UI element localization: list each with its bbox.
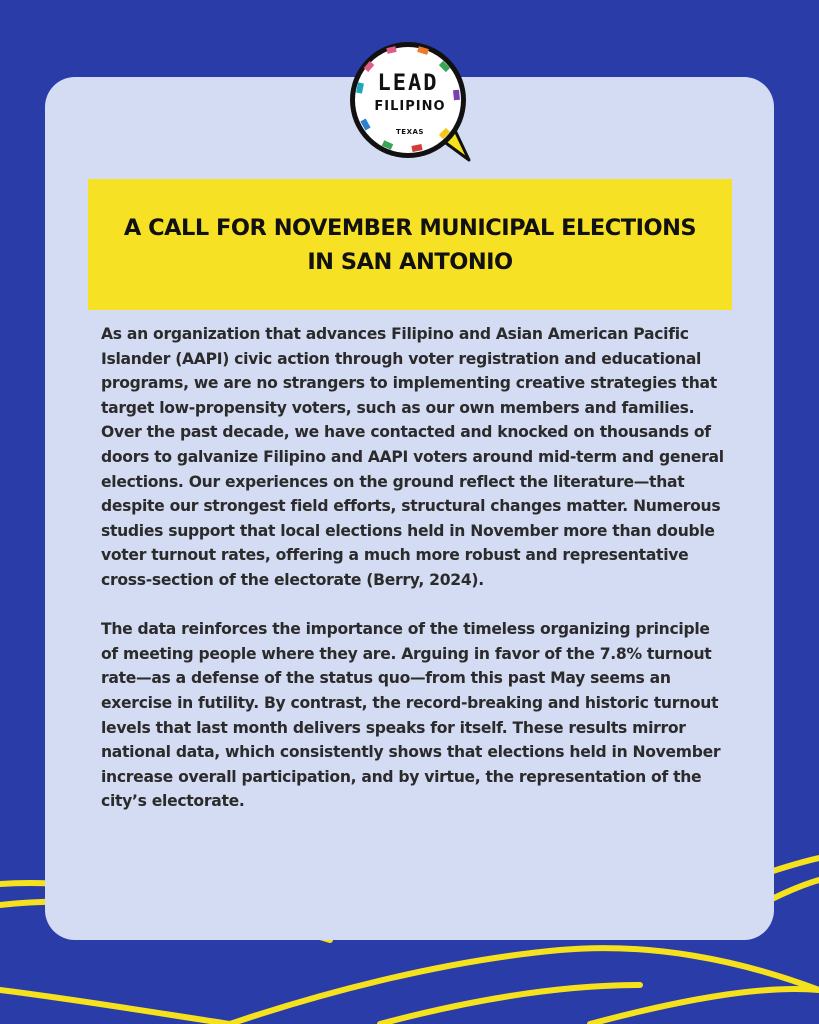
logo-text-lead: LEAD [377, 71, 439, 96]
paragraph-1: As an organization that advances Filipino and Asian American Pacific Islander (AAPI) civic action through voter registration and educational programs, we are no strangers to implementing creative strategies that target low-propensity voters, such as our own members and families. Over the past decade, we have contacted and knocked on thousands of doors to galvanize Filipino and AAPI voters around mid-term and general elections. Our experiences on the ground reflect the literature—that despite our strongest field efforts, structural changes matter. Numerous studies support that local elections held in November more than double voter turnout rates, offering a much more robust and representative cross-section of the electorate (Berry, 2024). [101, 325, 724, 589]
headline-banner [88, 179, 732, 310]
lead-filipino-logo [344, 38, 476, 166]
page-title: A CALL FOR NOVEMBER MUNICIPAL ELECTIONS IN SAN ANTONIO [123, 214, 697, 275]
logo-text-filipino: FILIPINO [374, 99, 446, 114]
article-body [101, 322, 731, 814]
logo-text-texas: TEXAS [396, 128, 424, 136]
paragraph-2: The data reinforces the importance of the timeless organizing principle of meeting people where they are. Arguing in favor of the 7.8% turnout rate—as a defense of the status quo—from this past May seems an exercise in futility. By contrast, the record-breaking and historic turnout levels that last month delivers speaks for itself. These results mirror national data, which consistently shows that elections held in November increase overall participation, and by virtue, the representation of the city’s electorate. [101, 620, 721, 811]
